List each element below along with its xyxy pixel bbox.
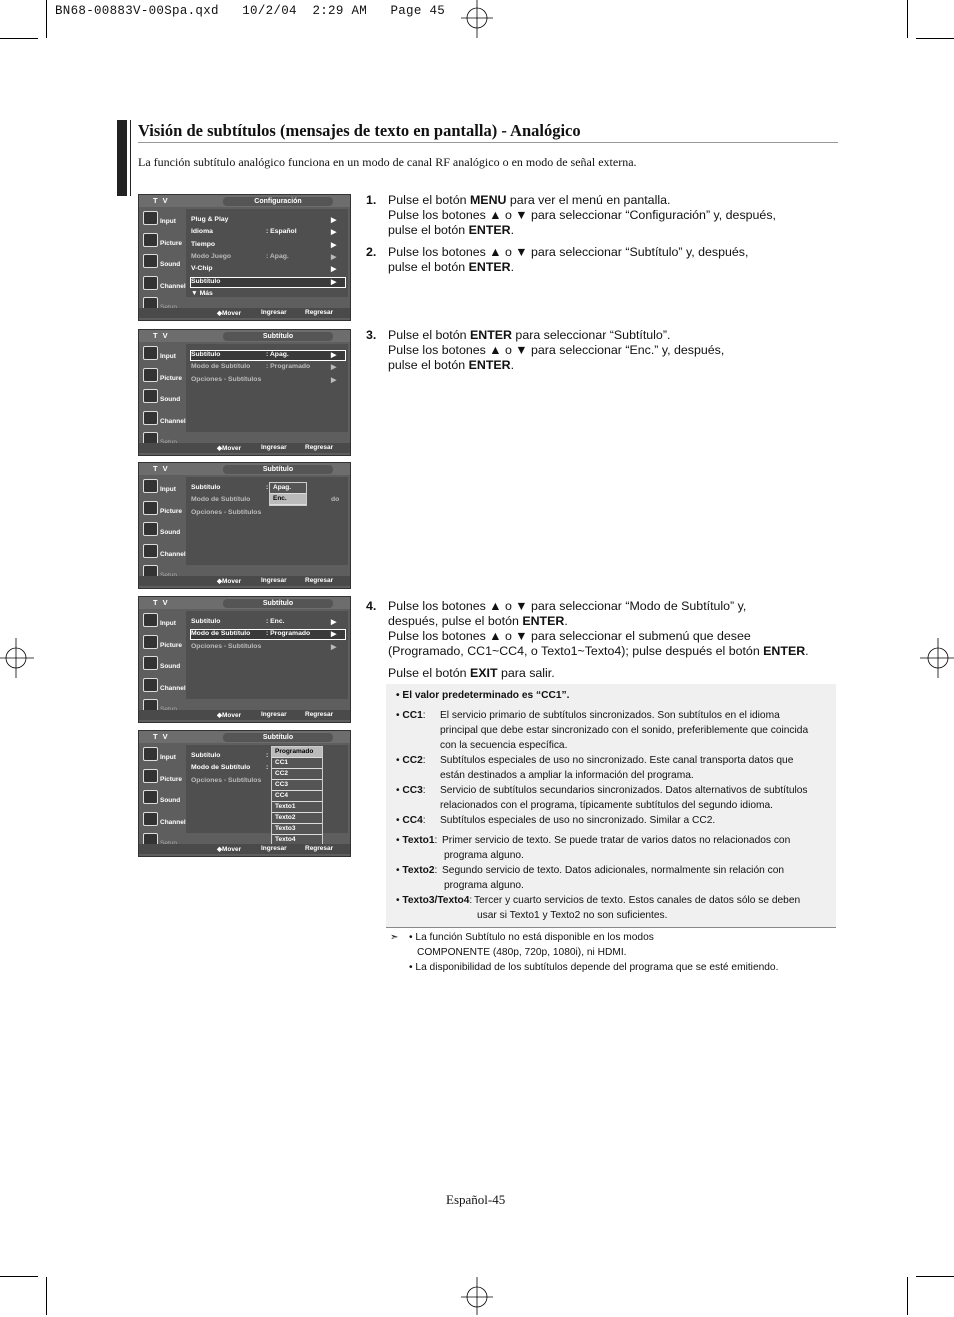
tv-footer <box>139 710 350 720</box>
note-line: Servicio de subtítulos secundarios sincronizados. Datos alternativos de subtítulos <box>440 785 808 796</box>
tv-footer-move: ◆Mover <box>217 445 242 452</box>
channel-icon <box>143 812 158 826</box>
note-line: El servicio primario de subtítulos sincronizados. Son subtítulos en el idioma <box>440 710 780 721</box>
menu-item-label: Subtítulo <box>191 351 221 358</box>
intro-text: La función subtítulo analógico funciona en un modo de canal RF analógico o en modo de señal externa. <box>138 155 637 169</box>
tv-nav-item-picture[interactable] <box>139 366 185 388</box>
note-line: con la secuencia específica. <box>440 740 568 751</box>
menu-item[interactable] <box>191 252 337 261</box>
menu-item-arrow: ▶ <box>331 266 337 274</box>
note-key: CC3 <box>402 785 423 796</box>
note-key: Texto3/Texto4 <box>402 895 470 906</box>
tv-nav-item-sound[interactable] <box>139 654 185 676</box>
options-dropdown[interactable] <box>271 746 323 847</box>
note-colon: : <box>469 895 473 906</box>
note-line: Subtítulos especiales de uso no sincronizado. Similar a CC2. <box>440 815 716 826</box>
crop-mark <box>907 0 908 38</box>
note-line: relacionados con el programa, típicamente subtítulos del segundo idioma. <box>440 800 773 811</box>
dropdown-option[interactable]: Texto2 <box>272 813 322 824</box>
step-number: 4. <box>366 599 377 613</box>
button-name: ENTER <box>468 223 511 237</box>
step-text <box>388 193 848 238</box>
note-texto3-texto4 <box>396 893 832 921</box>
tv-nav <box>139 611 185 719</box>
menu-item[interactable] <box>191 777 261 784</box>
menu-item[interactable] <box>191 363 337 372</box>
note-colon: : <box>422 815 426 826</box>
menu-item-arrow: ▶ <box>331 278 337 286</box>
tv-nav-item-input[interactable] <box>139 477 185 499</box>
step-line <box>388 193 848 208</box>
note-texto1 <box>396 833 832 861</box>
tv-footer-move: ◆Mover <box>217 712 242 719</box>
tv-nav-item-input[interactable] <box>139 344 185 366</box>
menu-item-value: : Español <box>266 228 297 236</box>
menu-item-value: : Apag. <box>266 351 289 358</box>
note-key: CC1 <box>402 710 423 721</box>
tv-header <box>139 463 350 475</box>
tv-footer-enter: Ingresar <box>261 444 287 451</box>
step-number: 1. <box>366 193 377 207</box>
sound-icon <box>143 254 158 268</box>
note-colon: : <box>422 710 426 721</box>
menu-item-arrow: ▶ <box>331 217 337 224</box>
note-line: Primer servicio de texto. Se puede tratar de varios datos no relacionados con <box>442 835 791 846</box>
menu-item-label: Opciones - Subtítulos <box>191 508 262 516</box>
menu-title: Subtítulo <box>223 465 333 474</box>
step-text <box>388 245 848 275</box>
tv-nav-label: Picture <box>160 374 183 382</box>
step-line <box>388 223 848 238</box>
step-text-segment: . <box>510 223 515 237</box>
tv-nav-item-sound[interactable] <box>139 387 185 409</box>
tv-footer-enter: Ingresar <box>261 845 287 852</box>
exit-key: EXIT <box>469 666 498 680</box>
menu-item-label: Subtítulo <box>191 752 221 759</box>
crop-mark <box>46 1277 47 1315</box>
menu-item-label: Subtítulo <box>191 618 221 625</box>
file-header: BN68-00883V-00Spa.qxd 10/2/04 2:29 AM Page 45 <box>55 4 446 18</box>
menu-item-label: Opciones - Subtítulos <box>191 375 262 383</box>
registration-mark-icon <box>457 0 497 40</box>
menu-item-value: : Enc. <box>266 618 285 625</box>
tv-nav-label: Input <box>160 620 176 627</box>
menu-item-arrow: do <box>331 496 340 504</box>
dropdown-option[interactable]: CC4 <box>272 791 322 802</box>
crop-mark <box>0 38 38 39</box>
registration-mark-icon <box>0 638 40 678</box>
tv-nav-label: Picture <box>160 641 183 649</box>
step-text-segment: Pulse los botones ▲ o ▼ para seleccionar “Enc.” y, después, <box>388 343 725 357</box>
tv-nav-item-channel[interactable] <box>139 810 185 832</box>
menu-item[interactable] <box>191 216 337 224</box>
dropdown-option[interactable]: Enc. <box>270 494 306 505</box>
menu-title: Subtítulo <box>223 733 333 742</box>
tv-nav-item-picture[interactable] <box>139 633 185 655</box>
step-text-segment: Pulse los botones ▲ o ▼ para seleccionar “Configuración” y, después, <box>388 208 776 222</box>
tv-nav-label: Input <box>160 353 176 360</box>
menu-item-label: Opciones - Subtítulos <box>191 776 262 784</box>
tv-nav-label: Channel <box>160 417 186 425</box>
note-texto2 <box>396 863 832 891</box>
menu-item-label: Modo de Subtítulo <box>191 764 251 772</box>
tv-nav-item-channel[interactable] <box>139 542 185 564</box>
tv-nav-label: Sound <box>160 396 181 403</box>
menu-item[interactable] <box>191 228 337 237</box>
menu-title: Subtítulo <box>223 332 333 341</box>
step-text-segment: Pulse los botones ▲ o ▼ para seleccionar “Modo de Subtítulo” y, <box>388 599 747 613</box>
menu-item[interactable] <box>191 630 337 639</box>
tv-nav-label: Input <box>160 218 176 225</box>
note-cc3 <box>396 783 832 811</box>
menu-item[interactable] <box>191 618 337 626</box>
tv-footer-move: ◆Mover <box>217 846 242 853</box>
crop-mark <box>0 1276 38 1277</box>
step-line <box>388 629 848 644</box>
step-line <box>388 614 848 629</box>
menu-item-value: : <box>266 484 269 491</box>
note-line: programa alguno. <box>444 850 524 861</box>
menu-item-label: Modo de Subtítulo <box>191 630 251 638</box>
dropdown-option[interactable]: CC3 <box>272 780 322 791</box>
tv-footer-return: Regresar <box>305 309 334 316</box>
title-rule <box>138 142 838 143</box>
tv-footer-enter: Ingresar <box>261 711 287 718</box>
note-key: Texto1 <box>402 835 435 846</box>
tv-nav <box>139 344 185 452</box>
step-line <box>388 599 848 614</box>
tv-label: T V <box>153 196 170 205</box>
dropdown-option[interactable]: Texto4 <box>272 835 322 846</box>
exit-post: para salir. <box>497 666 555 680</box>
note-cc2 <box>396 753 832 781</box>
tv-nav <box>139 745 185 853</box>
note-line: Segundo servicio de texto. Datos adicionales, normalmente sin relación con <box>442 865 785 876</box>
menu-item-value: : Programado <box>266 363 311 371</box>
step-line <box>388 208 848 223</box>
button-name: ENTER <box>468 358 511 372</box>
note-colon: : <box>422 755 426 766</box>
step-number: 2. <box>366 245 377 259</box>
tv-nav-item-picture[interactable] <box>139 231 185 253</box>
channel-icon <box>143 411 158 425</box>
menu-title: Configuración <box>223 197 333 206</box>
note-colon: : <box>434 835 438 846</box>
tv-label: T V <box>153 331 170 340</box>
step-text-segment: pulse el botón <box>388 223 469 237</box>
page-title: Visión de subtítulos (mensajes de texto en pantalla) - Analógico <box>138 121 581 140</box>
channel-icon <box>143 544 158 558</box>
tv-nav-label: Picture <box>160 239 183 247</box>
menu-item[interactable] <box>191 375 337 384</box>
menu-item-value: : <box>266 752 269 759</box>
tv-label: T V <box>153 464 170 473</box>
step-text <box>388 328 848 373</box>
tv-footer-enter: Ingresar <box>261 577 287 584</box>
step-line <box>388 328 848 343</box>
exit-pre: Pulse el botón <box>388 666 470 680</box>
tv-nav-item-channel[interactable] <box>139 676 185 698</box>
menu-item[interactable] <box>191 764 269 772</box>
step-text-segment: después, pulse el botón <box>388 614 523 628</box>
tv-menu-screen <box>138 596 351 723</box>
tv-nav-item-input[interactable] <box>139 209 185 231</box>
menu-item[interactable] <box>191 290 213 297</box>
tip-line: • La disponibilidad de los subtítulos depende del programa que se esté emitiendo. <box>409 962 779 973</box>
menu-item[interactable] <box>191 240 337 249</box>
picture-icon <box>143 501 158 515</box>
menu-item-label: ▼ Más <box>191 289 213 297</box>
tv-nav-item-channel[interactable] <box>139 409 185 431</box>
step-text-segment: . <box>510 358 515 372</box>
tv-nav-label: Picture <box>160 775 183 783</box>
tv-nav-item-sound[interactable] <box>139 788 185 810</box>
note-bullet: • <box>396 895 403 906</box>
step-line <box>388 343 848 358</box>
menu-item-value: : Apag. <box>266 252 289 260</box>
step-text-segment: pulse el botón <box>388 260 469 274</box>
tv-nav <box>139 209 185 317</box>
step-line <box>388 245 848 260</box>
note-key: CC2 <box>402 755 423 766</box>
step-text-segment: Pulse el botón <box>388 193 470 207</box>
tv-nav-label: Channel <box>160 550 186 558</box>
sound-icon <box>143 389 158 403</box>
menu-item-label: Subtítulo <box>191 277 221 285</box>
options-dropdown[interactable] <box>269 482 307 506</box>
tv-footer <box>139 443 350 453</box>
tv-nav-label: Sound <box>160 663 181 670</box>
channel-icon <box>143 276 158 290</box>
tv-footer <box>139 844 350 854</box>
tv-footer-return: Regresar <box>305 577 334 584</box>
tv-nav-item-sound[interactable] <box>139 252 185 274</box>
tv-nav-label: Sound <box>160 261 181 268</box>
sound-icon <box>143 656 158 670</box>
tv-menu-screen <box>138 194 351 321</box>
channel-icon <box>143 678 158 692</box>
picture-icon <box>143 769 158 783</box>
dropdown-option[interactable]: Texto1 <box>272 802 322 813</box>
button-name: ENTER <box>468 260 511 274</box>
dropdown-option[interactable]: CC1 <box>272 758 322 769</box>
note-colon: : <box>422 785 426 796</box>
step-text-segment: . <box>510 260 515 274</box>
step-text-segment: para seleccionar “Subtítulo”. <box>511 328 671 342</box>
menu-item[interactable] <box>191 484 269 491</box>
menu-item-arrow: ▶ <box>331 241 337 249</box>
menu-item[interactable] <box>191 642 337 651</box>
dropdown-option[interactable]: CC2 <box>272 769 322 780</box>
tv-nav-label: Channel <box>160 818 186 826</box>
tv-label: T V <box>153 598 170 607</box>
tv-nav-label: Input <box>160 486 176 493</box>
tv-nav-item-picture[interactable] <box>139 499 185 521</box>
step-line <box>388 260 848 275</box>
note-line: programa alguno. <box>444 880 524 891</box>
tip-line: COMPONENTE (480p, 720p, 1080i), ni HDMI. <box>417 947 627 958</box>
tv-menu-screen <box>138 329 351 456</box>
tv-nav-label: Channel <box>160 684 186 692</box>
menu-title: Subtítulo <box>223 599 333 608</box>
crop-mark <box>916 1276 954 1277</box>
tv-footer-move: ◆Mover <box>217 578 242 585</box>
tv-nav <box>139 477 185 585</box>
note-line: Tercer y cuarto servicios de texto. Estos canales de datos sólo se deben <box>474 895 801 906</box>
tv-label: T V <box>153 732 170 741</box>
tv-nav-item-input[interactable] <box>139 611 185 633</box>
tip-marker-icon: ➣ <box>390 932 399 943</box>
note-line: están destinados a ampliar la información del programa. <box>440 770 694 781</box>
tv-footer-move: ◆Mover <box>217 310 242 317</box>
menu-item-label: Plug & Play <box>191 216 229 223</box>
dropdown-option[interactable]: Programado <box>272 747 322 758</box>
step-text-segment: . <box>564 614 568 628</box>
step-text-segment: (Programado, CC1~CC4, o Texto1~Texto4); pulse después el botón <box>388 644 764 658</box>
default-note: • El valor predeterminado es “CC1”. <box>396 690 570 701</box>
note-cc1 <box>396 708 832 751</box>
menu-item[interactable] <box>191 752 269 759</box>
note-line: usar si Texto1 y Texto2 no son suficientes. <box>477 910 668 921</box>
menu-item[interactable] <box>191 351 337 359</box>
tv-header <box>139 597 350 609</box>
step-line <box>388 358 848 373</box>
picture-icon <box>143 233 158 247</box>
step-text-segment: Pulse los botones ▲ o ▼ para seleccionar el submenú que desee <box>388 629 751 643</box>
tv-header <box>139 330 350 342</box>
page-number: Español-45 <box>446 1192 506 1207</box>
tv-menu-screen <box>138 730 351 857</box>
menu-item-value: : Programado <box>266 630 311 638</box>
note-bullet: • <box>396 815 403 826</box>
tv-nav-label: Channel <box>160 282 186 290</box>
menu-item[interactable] <box>191 277 337 286</box>
step-text-segment: pulse el botón <box>388 358 469 372</box>
input-icon <box>143 211 158 225</box>
sound-icon <box>143 522 158 536</box>
tv-nav-label: Input <box>160 754 176 761</box>
step-line <box>388 644 848 659</box>
tv-footer-return: Regresar <box>305 711 334 718</box>
button-name: MENU <box>469 193 507 207</box>
picture-icon <box>143 635 158 649</box>
note-bullet: • <box>396 785 403 796</box>
crop-mark <box>907 1277 908 1315</box>
step-number: 3. <box>366 328 377 342</box>
menu-item-arrow: ▶ <box>331 253 337 261</box>
menu-item-arrow: ▶ <box>331 643 337 651</box>
note-key: Texto2 <box>402 865 435 876</box>
menu-item-label: V-Chip <box>191 265 213 273</box>
tv-footer-enter: Ingresar <box>261 309 287 316</box>
note-bullet: • <box>396 865 403 876</box>
menu-item-arrow: ▶ <box>331 352 337 359</box>
tv-nav-item-channel[interactable] <box>139 274 185 296</box>
menu-item-arrow: ▶ <box>331 631 337 639</box>
registration-mark-icon <box>457 1277 497 1317</box>
tv-nav-label: Picture <box>160 507 183 515</box>
step-text-segment: Pulse los botones ▲ o ▼ para seleccionar “Subtítulo” y, después, <box>388 245 749 259</box>
menu-item-arrow: ▶ <box>331 619 337 626</box>
note-line: principal que debe estar sincronizado con el sonido, preferiblemente que coincida <box>440 725 809 736</box>
menu-item-label: Modo de Subtítulo <box>191 363 251 371</box>
button-name: ENTER <box>522 614 565 628</box>
tv-nav-item-picture[interactable] <box>139 767 185 789</box>
menu-item-label: Tiempo <box>191 240 216 248</box>
menu-item-label: Modo de Subtítulo <box>191 496 251 504</box>
note-bullet: • <box>396 755 403 766</box>
menu-item-arrow: ▶ <box>331 376 337 384</box>
tv-footer-return: Regresar <box>305 444 334 451</box>
tv-footer-return: Regresar <box>305 845 334 852</box>
note-line: Subtítulos especiales de uso no sincronizado. Este canal transporta datos que <box>440 755 794 766</box>
menu-item-label: Idioma <box>191 228 213 236</box>
dropdown-option[interactable]: Apag. <box>270 483 306 494</box>
tv-header <box>139 731 350 743</box>
tv-nav-label: Sound <box>160 529 181 536</box>
tv-footer <box>139 308 350 318</box>
input-icon <box>143 479 158 493</box>
button-name: ENTER <box>763 644 806 658</box>
tv-nav-item-input[interactable] <box>139 745 185 767</box>
tv-menu-screen <box>138 462 351 589</box>
crop-mark <box>46 0 47 38</box>
menu-item[interactable] <box>191 509 261 516</box>
tv-nav-label: Sound <box>160 797 181 804</box>
note-colon: : <box>434 865 438 876</box>
title-side-bar-stripe <box>127 120 130 196</box>
tv-footer <box>139 576 350 586</box>
step-text <box>388 599 848 659</box>
menu-item-arrow: ▶ <box>331 229 337 237</box>
menu-item-arrow: ▶ <box>331 364 337 372</box>
crop-mark <box>916 38 954 39</box>
step-text-segment: Pulse el botón <box>388 328 470 342</box>
note-bullet: • <box>396 835 403 846</box>
note-cc4 <box>396 813 832 828</box>
tv-nav-item-sound[interactable] <box>139 520 185 542</box>
step-text-segment: para ver el menú en pantalla. <box>506 193 671 207</box>
note-bullet: • <box>396 710 403 721</box>
tip-line: • La función Subtítulo no está disponible en los modos <box>409 932 654 943</box>
button-name: ENTER <box>469 328 512 342</box>
picture-icon <box>143 368 158 382</box>
input-icon <box>143 613 158 627</box>
note-key: CC4 <box>402 815 423 826</box>
input-icon <box>143 747 158 761</box>
menu-item-value: : <box>266 764 269 772</box>
menu-item-label: Modo Juego <box>191 252 232 260</box>
tv-header <box>139 195 350 207</box>
menu-item-label: Subtítulo <box>191 484 221 491</box>
exit-instruction <box>388 666 555 680</box>
step-text-segment: . <box>805 644 809 658</box>
registration-mark-icon <box>914 638 954 678</box>
menu-item-label: Opciones - Subtítulos <box>191 642 262 650</box>
menu-item[interactable] <box>191 265 337 274</box>
dropdown-option[interactable]: Texto3 <box>272 824 322 835</box>
input-icon <box>143 346 158 360</box>
sound-icon <box>143 790 158 804</box>
